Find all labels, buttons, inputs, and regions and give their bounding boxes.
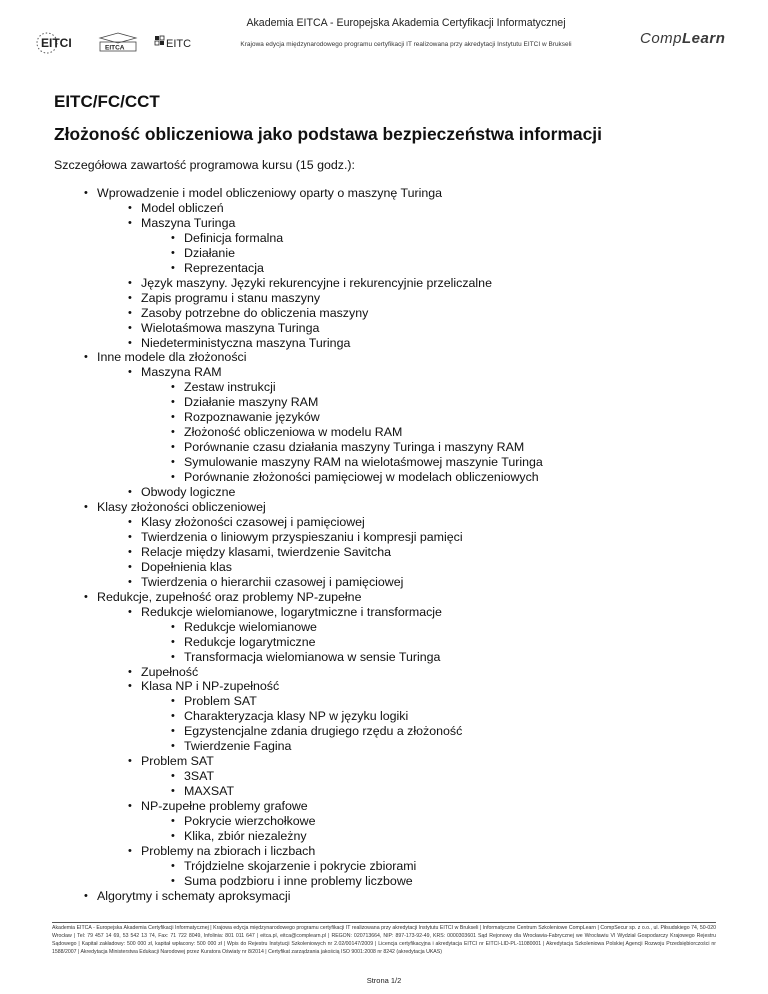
outline-item-text: Redukcje wielomianowe, logarytmiczne i transformacje: [141, 604, 442, 619]
outline-item-text: Relacje między klasami, twierdzenie Savitcha: [141, 544, 391, 559]
outline-item: [54, 365, 734, 380]
bullet-icon: •: [128, 575, 132, 588]
bullet-icon: •: [128, 800, 132, 813]
bullet-icon: •: [128, 321, 132, 334]
outline-item-text: Język maszyny. Języki rekurencyjne i rekurencyjnie przeliczalne: [141, 275, 492, 290]
page-number: Strona 1/2: [366, 976, 402, 985]
outline-item: [54, 889, 734, 904]
bullet-icon: •: [171, 650, 175, 663]
outline-item: [54, 739, 734, 754]
outline-item-text: Porównanie złożoności pamięciowej w modelach obliczeniowych: [184, 470, 539, 485]
outline-item: [54, 336, 734, 351]
outline-item-text: 3SAT: [184, 769, 215, 784]
outline-item: [54, 560, 734, 575]
footer-divider: [52, 922, 716, 923]
outline-item-text: Egzystencjalne zdania drugiego rzędu a złożoność: [184, 724, 463, 739]
bullet-icon: •: [171, 471, 175, 484]
outline-item: [54, 306, 734, 321]
outline-item-text: Obwody logiczne: [141, 485, 236, 500]
outline-item: [54, 709, 734, 724]
outline-item-text: Pokrycie wierzchołkowe: [184, 814, 316, 829]
bullet-icon: •: [128, 216, 132, 229]
outline-item-text: Działanie: [184, 245, 235, 260]
bullet-icon: •: [171, 859, 175, 872]
outline-item: [54, 784, 734, 799]
course-title: Złożoność obliczeniowa jako podstawa bezpieczeństwa informacji: [54, 124, 602, 144]
outline-item: [54, 620, 734, 635]
outline-item: [54, 814, 734, 829]
complearn-logo: [640, 30, 725, 47]
outline-item: [54, 380, 734, 395]
outline-item-text: Zapis programu i stanu maszyny: [141, 290, 321, 305]
bullet-icon: •: [128, 276, 132, 289]
outline-item-text: Problem SAT: [184, 694, 257, 709]
course-code: EITC/FC/CCT: [54, 92, 160, 111]
course-intro: Szczegółowa zawartość programowa kursu (15 godz.):: [54, 158, 355, 172]
bullet-icon: •: [128, 366, 132, 379]
outline-item-text: Transformacja wielomianowa w sensie Turinga: [184, 649, 441, 664]
bullet-icon: •: [128, 201, 132, 214]
outline-item-text: Maszyna RAM: [141, 365, 222, 380]
bullet-icon: •: [171, 785, 175, 798]
bullet-icon: •: [171, 620, 175, 633]
outline-item-text: Twierdzenia o liniowym przyspieszaniu i kompresji pamięci: [141, 529, 463, 544]
outline-item-text: Charakteryzacja klasy NP w języku logiki: [184, 709, 409, 724]
bullet-icon: •: [171, 261, 175, 274]
outline-item-text: Redukcje, zupełność oraz problemy NP-zupełne: [97, 589, 362, 604]
outline-item-text: Wprowadzenie i model obliczeniowy oparty o maszynę Turinga: [97, 186, 443, 200]
outline-item: [54, 590, 734, 605]
outline-item-text: Klasy złożoności obliczeniowej: [97, 500, 266, 515]
course-outline: [54, 186, 734, 904]
outline-item-text: Twierdzenia o hierarchii czasowej i pamięciowej: [141, 574, 404, 589]
bullet-icon: •: [84, 187, 88, 199]
outline-item-text: Klasy złożoności czasowej i pamięciowej: [141, 514, 365, 529]
bullet-icon: •: [171, 740, 175, 753]
bullet-icon: •: [128, 530, 132, 543]
bullet-icon: •: [171, 441, 175, 454]
header-subtitle: Krajowa edycja międzynarodowego programu certyfikacji IT realizowana przy akredytacji Instytutu EITCI w Brukseli: [240, 41, 572, 48]
outline-item: [54, 321, 734, 336]
eitc-logo-text: EITC: [166, 38, 192, 50]
outline-item: [54, 724, 734, 739]
outline-item: [54, 231, 734, 246]
outline-item-text: Suma podzbioru i inne problemy liczbowe: [184, 873, 413, 888]
footer-text: Akademia EITCA - Europejska Akademia Certyfikacji Informatycznej | Krajowa edycja międzynarodowego programu certyfikacji IT realizowana przy akredytacji Instytutu EITCI w Brukseli | Informatyczne Centrum Szkoleniowe CompLearn | CompSecur sp. z o.o., ul. Piłsudskiego 74, 50-020 Wrocław | Tel: 79 457 14 69, 53 542 13 74, Fax: 71 722 8049, Infolinia: 801 011 647 | eitca.pl, eitca@complearn.pl | REGON: 020713664, NIP: 897-173-92-49, KRS: 0000303601 Sąd Rejonowy dla Wrocławia-Fabrycznej we Wrocławiu VI Wydział Gospodarczy Krajowego Rejestru Sądowego | Kapitał zakładowy: 500 000 zł, kapitał wpłacony: 500 000 zł | Wpis do Rejestru Instytucji Szkoleniowych nr 2.02/00147/2009 | Licencja certyfikacyjna i akredytacja EITCI nr EITCI-LID-PL-11080001 | Akredytacja Szkoleniowa Polskiej Agencji Rozwoju Przedsiębiorczości nr 1588/2007 | Akredytacja Ministerstwa Edukacji Narodowej przez Kuratora Oświaty nr 8/2014 | Certyfikat zarządzania jakością ISO 9001:2008 nr 8242 (akredytacja UKAS): [52, 925, 716, 955]
eitci-logo: [34, 30, 88, 56]
bullet-icon: •: [171, 829, 175, 842]
outline-item-text: Problem SAT: [141, 754, 214, 769]
outline-item-text: Klasa NP i NP-zupełność: [141, 679, 280, 694]
outline-item-text: Zestaw instrukcji: [184, 380, 276, 395]
outline-item: [54, 859, 734, 874]
bullet-icon: •: [84, 889, 88, 902]
outline-item-text: Wielotaśmowa maszyna Turinga: [141, 320, 320, 335]
outline-item-text: Reprezentacja: [184, 260, 264, 275]
outline-item-text: Redukcje logarytmiczne: [184, 634, 316, 649]
bullet-icon: •: [171, 231, 175, 244]
outline-item: [54, 769, 734, 784]
outline-item: [54, 485, 734, 500]
outline-item: [54, 350, 734, 365]
bullet-icon: •: [171, 426, 175, 439]
outline-item-text: Niedeterministyczna maszyna Turinga: [141, 335, 351, 350]
outline-item: [54, 844, 734, 859]
outline-item: [54, 545, 734, 560]
bullet-icon: •: [171, 725, 175, 738]
outline-item: [54, 410, 734, 425]
outline-item: [54, 291, 734, 306]
bullet-icon: •: [128, 665, 132, 678]
outline-item: [54, 216, 734, 231]
bullet-icon: •: [171, 874, 175, 887]
outline-item: [54, 276, 734, 291]
page-header: [0, 0, 768, 80]
outline-item-text: Zupełność: [141, 664, 199, 679]
bullet-icon: •: [84, 351, 88, 364]
bullet-icon: •: [171, 456, 175, 469]
outline-item-text: Symulowanie maszyny RAM na wielotaśmowej maszynie Turinga: [184, 455, 543, 470]
outline-item: [54, 470, 734, 485]
outline-item: [54, 799, 734, 814]
outline-item: [54, 635, 734, 650]
bullet-icon: •: [84, 501, 88, 514]
outline-item-text: Dopełnienia klas: [141, 559, 232, 574]
bullet-icon: •: [171, 710, 175, 723]
header-title: Akademia EITCA - Europejska Akademia Certyfikacji Informatycznej: [246, 17, 566, 29]
eitci-logo-text: EITCI: [41, 36, 72, 50]
outline-item-text: Inne modele dla złożoności: [97, 350, 247, 365]
bullet-icon: •: [128, 560, 132, 573]
outline-item: [54, 650, 734, 665]
outline-item-text: Maszyna Turinga: [141, 215, 236, 230]
outline-item: [54, 455, 734, 470]
bullet-icon: •: [84, 590, 88, 603]
outline-item: [54, 665, 734, 680]
outline-item: [54, 500, 734, 515]
outline-item-text: Redukcje wielomianowe: [184, 619, 317, 634]
outline-item-text: Problemy na zbiorach i liczbach: [141, 843, 316, 858]
outline-item-text: Twierdzenie Fagina: [184, 739, 292, 754]
outline-item-text: Klika, zbiór niezależny: [184, 828, 307, 843]
bullet-icon: •: [171, 246, 175, 259]
bullet-icon: •: [171, 695, 175, 708]
bullet-icon: •: [128, 291, 132, 304]
bullet-icon: •: [128, 605, 132, 618]
bullet-icon: •: [128, 486, 132, 499]
outline-item-text: NP-zupełne problemy grafowe: [141, 799, 308, 814]
bullet-icon: •: [128, 680, 132, 693]
outline-item-text: Trójdzielne skojarzenie i pokrycie zbiorami: [184, 858, 417, 873]
bullet-icon: •: [128, 306, 132, 319]
complearn-logo-comp: Comp: [640, 30, 683, 47]
outline-item: [54, 575, 734, 590]
bullet-icon: •: [128, 844, 132, 857]
outline-item: [54, 829, 734, 844]
bullet-icon: •: [171, 381, 175, 394]
outline-item: [54, 440, 734, 455]
outline-item-text: Rozpoznawanie języków: [184, 410, 320, 425]
bullet-icon: •: [128, 755, 132, 768]
outline-item-text: Algorytmy i schematy aproksymacji: [97, 888, 291, 903]
bullet-icon: •: [171, 770, 175, 783]
bullet-icon: •: [128, 336, 132, 349]
outline-item: [54, 261, 734, 276]
outline-item-text: Definicja formalna: [184, 230, 284, 245]
outline-item: [54, 874, 734, 889]
outline-item: [54, 605, 734, 620]
outline-item: [54, 530, 734, 545]
outline-item-text: Model obliczeń: [141, 200, 224, 215]
bullet-icon: •: [128, 515, 132, 528]
bullet-icon: •: [171, 411, 175, 424]
outline-item: [54, 186, 734, 201]
outline-item: [54, 425, 734, 440]
bullet-icon: •: [128, 545, 132, 558]
outline-item: [54, 679, 734, 694]
bullet-icon: •: [171, 635, 175, 648]
outline-item-text: Zasoby potrzebne do obliczenia maszyny: [141, 305, 369, 320]
outline-item: [54, 754, 734, 769]
outline-item-text: Porównanie czasu działania maszyny Turinga i maszyny RAM: [184, 440, 525, 455]
eitca-logo: [96, 32, 140, 54]
eitc-logo: [154, 32, 194, 54]
bullet-icon: •: [171, 396, 175, 409]
outline-item: [54, 515, 734, 530]
outline-item-text: Złożoność obliczeniowa w modelu RAM: [184, 425, 403, 440]
outline-item: [54, 395, 734, 410]
outline-item: [54, 201, 734, 216]
bullet-icon: •: [171, 815, 175, 828]
outline-item-text: Działanie maszyny RAM: [184, 395, 319, 410]
eitca-logo-text: EITCA: [105, 44, 125, 52]
outline-item: [54, 246, 734, 261]
complearn-logo-learn: Learn: [682, 30, 726, 47]
outline-item-text: MAXSAT: [184, 784, 235, 799]
outline-item: [54, 694, 734, 709]
